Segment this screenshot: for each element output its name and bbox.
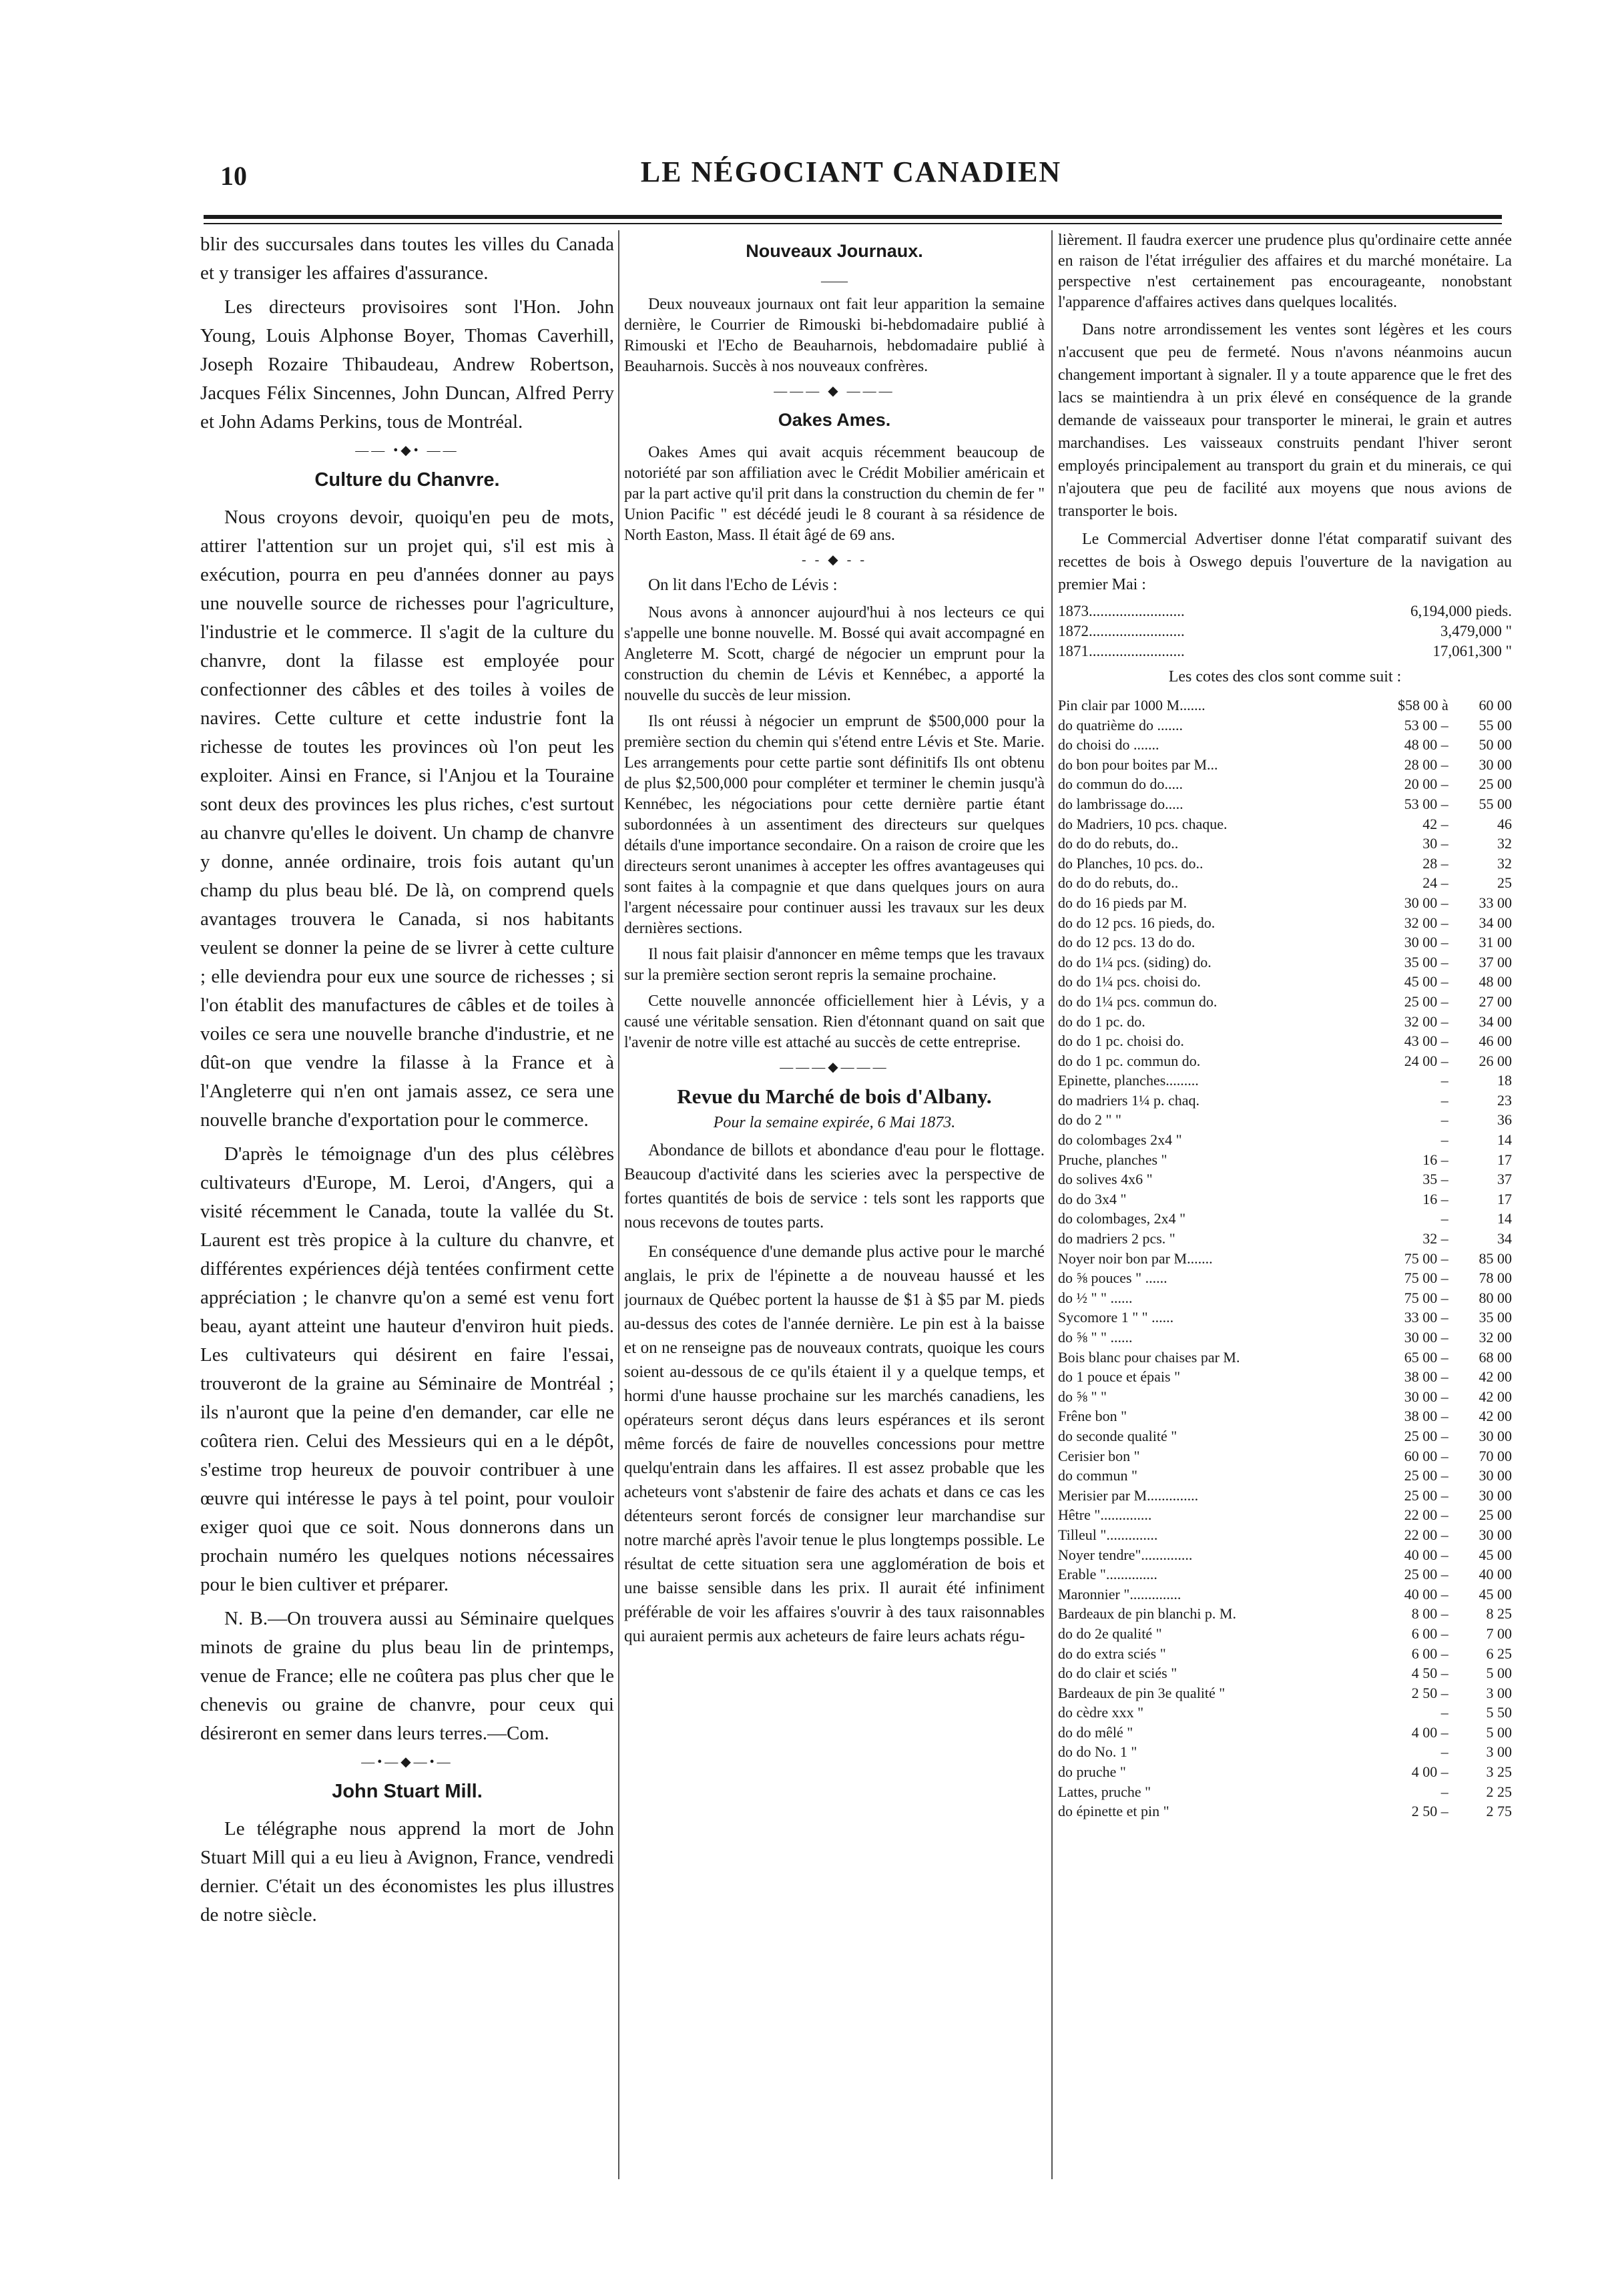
price-low: 30 00 – (1404, 1388, 1448, 1405)
price-item-name: do 1 pouce et épais " (1058, 1368, 1181, 1386)
price-item-name: do commun do do..... (1058, 776, 1183, 793)
price-item-name: do colombages, 2x4 " (1058, 1210, 1186, 1227)
price-low: 45 00 – (1404, 973, 1448, 990)
price-row (1058, 1091, 1512, 1111)
price-high: 46 (1497, 815, 1512, 832)
price-high: 25 00 (1479, 776, 1512, 793)
column-3 (1058, 230, 1512, 2179)
price-item-name: do bon pour boites par M... (1058, 756, 1218, 773)
price-row (1058, 1051, 1512, 1071)
price-high: 30 00 (1479, 1467, 1512, 1484)
price-low: 53 00 – (1404, 795, 1448, 812)
chanvre-heading: Culture du Chanvre. (314, 469, 500, 491)
price-low: – (1440, 1072, 1448, 1089)
ornament-divider: ———◆——— (780, 1060, 889, 1075)
price-low: 28 00 – (1404, 756, 1448, 773)
price-item-name: do do do rebuts, do.. (1058, 835, 1179, 852)
price-item-name: do do No. 1 " (1058, 1743, 1137, 1761)
price-high: 42 00 (1479, 1408, 1512, 1425)
price-high: 17 (1497, 1151, 1512, 1168)
column-1 (200, 230, 614, 2179)
stat-year: 1871......................... (1058, 643, 1185, 659)
price-item-name: Maronnier ".............. (1058, 1585, 1181, 1603)
price-item-name: do do 1 pc. choisi do. (1058, 1033, 1184, 1050)
price-row (1058, 1288, 1512, 1308)
price-row (1058, 1644, 1512, 1664)
price-item-name: Erable ".............. (1058, 1566, 1157, 1583)
price-low: 48 00 – (1404, 736, 1448, 754)
price-high: 17 (1497, 1190, 1512, 1207)
price-low: 25 00 – (1404, 1486, 1448, 1504)
price-row (1058, 893, 1512, 913)
price-low: $58 00 à (1398, 697, 1448, 713)
price-item-name: Merisier par M.............. (1058, 1486, 1199, 1504)
price-low: 43 00 – (1404, 1033, 1448, 1050)
price-row (1058, 1782, 1512, 1802)
price-item-name: do do 1¼ pcs. (siding) do. (1058, 953, 1212, 970)
price-row (1058, 1585, 1512, 1605)
levis-paragraph-1: Nous avons à annoncer aujourd'hui à nos lecteurs ce qui s'appelle une bonne nouvelle. M. Bossé qui avait accompagné en Angleterre M. Scott, chargé de négocier un emprunt pour la construction du chemin de Lévis et Kennébec, a apporté la nouvelle du succès de leur mission. (624, 604, 1045, 704)
price-item-name: do colombages 2x4 " (1058, 1131, 1182, 1149)
price-high: 14 (1497, 1131, 1512, 1149)
short-rule: —— (821, 274, 848, 288)
header-rule-thick (204, 215, 1502, 219)
price-row (1058, 1564, 1512, 1585)
stat-year: 1872......................... (1058, 623, 1185, 639)
price-low: 38 00 – (1404, 1408, 1448, 1425)
price-table (1058, 695, 1512, 1821)
price-row (1058, 1762, 1512, 1782)
price-low: 25 00 – (1404, 1467, 1448, 1484)
price-row (1058, 715, 1512, 736)
price-item-name: Noyer tendre".............. (1058, 1546, 1193, 1563)
price-row (1058, 1663, 1512, 1683)
price-low: 40 00 – (1404, 1546, 1448, 1563)
price-item-name: Cerisier bon " (1058, 1447, 1140, 1464)
price-high: 85 00 (1479, 1249, 1512, 1267)
price-low: – (1440, 1111, 1448, 1129)
price-row (1058, 695, 1512, 715)
price-high: 2 25 (1486, 1783, 1512, 1800)
directeurs-paragraph: Les directeurs provisoires sont l'Hon. John Young, Louis Alphonse Boyer, Thomas Caverhill, Joseph Rozaire Thibaudeau, Andrew Robertson, Jacques Félix Sincennes, John Duncan, Alfred Perry et John Adams Perkins, tous de Montréal. (200, 296, 614, 433)
price-high: 42 00 (1479, 1388, 1512, 1405)
stat-row (1058, 641, 1512, 661)
price-high: 26 00 (1479, 1052, 1512, 1069)
price-high: 40 00 (1479, 1566, 1512, 1583)
price-row (1058, 992, 1512, 1012)
price-high: 5 50 (1486, 1704, 1512, 1721)
price-item-name: do do 1 pc. do. (1058, 1013, 1145, 1030)
arrondissement-paragraph: Dans notre arrondissement les ventes sont légères et les cours n'accusent que peu de fermeté. Nous n'avons néanmoins aucun changement important à signaler. Il y a toute apparence que le fret des lacs se maintiendra à un prix élevé en conséquence de la grande demande de vaisseaux pour transporter le minerai, le grain et autres marchandises. Les vaisseaux construits pendant l'hiver seront employés principalement au transport du grain et du minerais, ce qui n'ajoutera que peu de facilité aux moyens que nous avions de transporter le bois. (1058, 321, 1512, 520)
price-row (1058, 794, 1512, 814)
price-low: 75 00 – (1404, 1269, 1448, 1287)
price-high: 35 00 (1479, 1309, 1512, 1326)
levis-paragraph-2: Ils ont réussi à négocier un emprunt de $500,000 pour la première section du chemin qui s'étend entre Lévis et Ste. Marie. Les arrangements pour cette partie sont définitifs Ils ont obtenu de plus $2,500,000 pour compléter et terminer le chemin jusqu'à Kennébec, les négociations pour cette dernière partie étant subordonnées à un assentiment des directeurs sur quelques détails d'une importance secondaire. On a raison de croire que les directeurs seront unanimes à accepter les offres avantageuses qui sont faites à la compagnie et que dans quelques jours on aura l'argent nécessaire pour continuer aussi les travaux sur les deux dernières sections. (624, 713, 1045, 937)
albany-heading: Revue du Marché de bois d'Albany. (677, 1085, 992, 1108)
price-row (1058, 1426, 1512, 1446)
page-header (200, 155, 1502, 195)
price-row (1058, 1367, 1512, 1387)
price-low: 25 00 – (1404, 992, 1448, 1010)
price-item-name: do do clair et sciés " (1058, 1665, 1177, 1682)
stat-row (1058, 601, 1512, 621)
chanvre-paragraph-2: D'après le témoignage d'un des plus célèbres cultivateurs d'Europe, M. Leroi, d'Angers, qui a visité récemment le Canada, toute la vallée du St. Laurent est très propice à la culture du chanvre, et différentes expériences déjà tentées confirment cette appréciation ; le chanvre qu'on a semé est venu fort beau, ayant atteint une hauteur d'environ huit pieds. Les cultivateurs qui désirent en faire l'essai, trouveront de la graine au Séminaire de Montréal ; ils n'auront que la peine d'en demander, car elle ne coûtera rien. Celui des Messieurs qui en a le dépôt, s'estime trop heureux de pouvoir contribuer à une œuvre qui intéresse le pays à tel point, pour vouloir exiger quoi que ce soit. Nous donnerons dans un prochain numéro les quelques notions nécessaires pour le bien cultiver et préparer. (200, 1143, 614, 1595)
price-high: 2 75 (1486, 1803, 1512, 1820)
price-high: 7 00 (1486, 1625, 1512, 1642)
price-item-name: do cèdre xxx " (1058, 1704, 1144, 1721)
levis-paragraph-4: Cette nouvelle annoncée officiellement hier à Lévis, y a causé une véritable sensation. Rien d'étonnant quand on sait que l'avenir de notre ville est attaché au succès de cette entreprise. (624, 992, 1045, 1051)
price-low: 2 50 – (1411, 1684, 1448, 1701)
price-row (1058, 1406, 1512, 1426)
price-high: 80 00 (1479, 1289, 1512, 1306)
price-item-name: do lambrissage do..... (1058, 795, 1183, 812)
price-high: 30 00 (1479, 756, 1512, 773)
price-low: 28 – (1422, 854, 1448, 872)
price-row (1058, 1505, 1512, 1525)
price-low: 32 – (1422, 1230, 1448, 1247)
price-row (1058, 1249, 1512, 1269)
price-low: 4 00 – (1411, 1723, 1448, 1741)
price-low: – (1440, 1704, 1448, 1721)
price-low: – (1440, 1091, 1448, 1109)
price-low: 30 00 – (1404, 1329, 1448, 1346)
levis-intro: On lit dans l'Echo de Lévis : (648, 576, 838, 594)
price-row (1058, 1723, 1512, 1743)
price-item-name: do do 1¼ pcs. choisi do. (1058, 973, 1201, 990)
price-high: 42 00 (1479, 1368, 1512, 1386)
price-row (1058, 755, 1512, 775)
price-low: 20 00 – (1404, 776, 1448, 793)
cotes-intro: Les cotes des clos sont comme suit : (1168, 668, 1402, 685)
price-item-name: do commun " (1058, 1467, 1137, 1484)
price-item-name: do ⅝ " " (1058, 1388, 1107, 1405)
price-item-name: Bardeaux de pin blanchi p. M. (1058, 1605, 1236, 1623)
price-row (1058, 1150, 1512, 1170)
price-table-body (1058, 695, 1512, 1821)
price-row (1058, 1229, 1512, 1249)
price-row (1058, 1486, 1512, 1506)
advertiser-paragraph: Le Commercial Advertiser donne l'état comparatif suivant des recettes de bois à Oswego depuis l'ouverture de la navigation au premier Mai : (1058, 531, 1512, 593)
price-row (1058, 834, 1512, 854)
price-row (1058, 1801, 1512, 1821)
price-row (1058, 774, 1512, 794)
price-high: 30 00 (1479, 1486, 1512, 1504)
price-item-name: do do 2e qualité " (1058, 1625, 1162, 1642)
mill-paragraph: Le télégraphe nous apprend la mort de John Stuart Mill qui a eu lieu à Avignon, France, vendredi dernier. C'était un des économistes les plus illustres de notre siècle. (200, 1818, 614, 1926)
price-high: 6 25 (1486, 1645, 1512, 1662)
oswego-stats (1058, 601, 1512, 661)
price-item-name: Pruche, planches " (1058, 1151, 1167, 1168)
price-item-name: do do 12 pcs. 13 do do. (1058, 934, 1195, 951)
price-item-name: Bardeaux de pin 3e qualité " (1058, 1684, 1226, 1701)
price-high: 37 00 (1479, 953, 1512, 970)
ornament-divider: ——— ◆ ——— (774, 384, 895, 398)
price-item-name: do solives 4x6 " (1058, 1171, 1153, 1188)
journal-title: LE NÉGOCIANT CANADIEN (640, 156, 1062, 188)
albany-paragraph-2: En conséquence d'une demande plus active pour le marché anglais, le prix de l'épinette a de nouveau haussé et les journaux de Québec portent la hausse de $1 à $5 par M. pieds au-dessus des cotes de l'année dernière. Le pin est à la baisse et on ne renseigne pas de nouveaux contrats, quoique les cours soient au-dessous de ce qu'ils étaient il y a quelque temps, et hormi d'une hausse prochaine sur les marchés canadiens, les opérateurs seront déçus dans leurs espérances et ils seront même forcés de faire de nouvelles concessions pour mettre quelqu'entrain dans les affaires. Il est assez probable que les acheteurs vont s'abstenir de faire des achats et dans ce cas les détenteurs seront forcés de consigner leur marchandise sur notre marché après l'avoir tenue le plus longtemps possible. Le résultat de cette situation sera une agglomération de bois et une baisse sensible dans les prix. Il aurait été infiniment préférable de voir les affaires s'ouvrir à des taux raisonnables qui auraient permis aux acheteurs de faire leurs achats régu- (624, 1243, 1045, 1645)
stat-value: 3,479,000 " (1440, 623, 1512, 639)
price-low: 22 00 – (1404, 1526, 1448, 1543)
price-row (1058, 1545, 1512, 1565)
price-high: 30 00 (1479, 1526, 1512, 1543)
price-high: 78 00 (1479, 1269, 1512, 1287)
price-item-name: Hêtre ".............. (1058, 1506, 1152, 1524)
price-row (1058, 1189, 1512, 1209)
ornament-divider: —•—◆—•— (361, 1755, 453, 1769)
price-item-name: Noyer noir bon par M....... (1058, 1249, 1213, 1267)
price-item-name: do quatrième do ....... (1058, 716, 1183, 734)
price-high: 3 25 (1486, 1763, 1512, 1781)
price-high: 45 00 (1479, 1546, 1512, 1563)
price-row (1058, 1169, 1512, 1189)
price-high: 68 00 (1479, 1348, 1512, 1366)
price-item-name: do pruche " (1058, 1763, 1126, 1781)
price-row (1058, 1703, 1512, 1723)
price-high: 37 (1497, 1171, 1512, 1188)
price-low: 53 00 – (1404, 716, 1448, 734)
price-high: 33 00 (1479, 894, 1512, 911)
price-low: 38 00 – (1404, 1368, 1448, 1386)
price-item-name: do ⅝ " " ...... (1058, 1329, 1133, 1346)
column-divider-2 (1051, 230, 1053, 2179)
price-low: 65 00 – (1404, 1348, 1448, 1366)
price-high: 34 00 (1479, 914, 1512, 931)
price-item-name: do seconde qualité " (1058, 1427, 1177, 1444)
price-low: 6 00 – (1411, 1645, 1448, 1662)
price-item-name: do choisi do ....... (1058, 736, 1159, 754)
price-item-name: do ⅝ pouces " ...... (1058, 1269, 1167, 1287)
price-low: 30 00 – (1404, 934, 1448, 951)
price-row (1058, 1742, 1512, 1762)
column-2 (624, 230, 1045, 2179)
chanvre-paragraph-nb: N. B.—On trouvera aussi au Séminaire quelques minots de graine du plus beau lin de printemps, venue de France; elle ne coûtera pas plus cher que le chenevis ou graine de chanvre, pour ceux qui désireront en semer dans leurs terres.—Com. (200, 1608, 614, 1744)
price-item-name: do do 1 pc. commun do. (1058, 1052, 1201, 1069)
price-item-name: do do 3x4 " (1058, 1190, 1127, 1207)
price-item-name: Tilleul ".............. (1058, 1526, 1158, 1543)
price-high: 48 00 (1479, 973, 1512, 990)
price-item-name: do do 2 " " (1058, 1111, 1121, 1129)
price-high: 32 (1497, 854, 1512, 872)
price-row (1058, 1624, 1512, 1644)
price-row (1058, 1308, 1512, 1328)
price-low: 35 – (1422, 1171, 1448, 1188)
price-row (1058, 913, 1512, 933)
price-low: 16 – (1422, 1151, 1448, 1168)
price-item-name: do Planches, 10 pcs. do.. (1058, 854, 1204, 872)
price-low: 24 – (1422, 874, 1448, 892)
levis-paragraph-3: Il nous fait plaisir d'annoncer en même temps que les travaux sur la première section seront repris la semaine prochaine. (624, 946, 1045, 984)
price-item-name: do do 16 pieds par M. (1058, 894, 1187, 911)
price-item-name: Pin clair par 1000 M....... (1058, 697, 1206, 713)
price-high: 23 (1497, 1091, 1512, 1109)
price-item-name: Sycomore 1 " " ...... (1058, 1309, 1174, 1326)
price-low: – (1440, 1131, 1448, 1149)
price-row (1058, 1110, 1512, 1130)
mill-heading: John Stuart Mill. (332, 1781, 483, 1802)
price-high: 18 (1497, 1072, 1512, 1089)
price-item-name: Frêne bon " (1058, 1408, 1127, 1425)
price-low: 24 00 – (1404, 1052, 1448, 1069)
price-item-name: do Madriers, 10 pcs. chaque. (1058, 815, 1228, 832)
price-row (1058, 1446, 1512, 1466)
price-row (1058, 932, 1512, 952)
oakes-heading: Oakes Ames. (778, 410, 891, 430)
price-high: 25 (1497, 874, 1512, 892)
price-low: 8 00 – (1411, 1605, 1448, 1623)
price-row (1058, 1387, 1512, 1407)
journaux-heading: Nouveaux Journaux. (746, 241, 923, 261)
price-row (1058, 814, 1512, 834)
price-item-name: do do extra sciés " (1058, 1645, 1166, 1662)
ornament-divider: —— •◆• —— (355, 443, 459, 458)
price-row (1058, 1466, 1512, 1486)
price-low: 75 00 – (1404, 1289, 1448, 1306)
price-low: 6 00 – (1411, 1625, 1448, 1642)
price-high: 25 00 (1479, 1506, 1512, 1524)
oakes-paragraph: Oakes Ames qui avait acquis récemment beaucoup de notoriété par son affiliation avec le Crédit Mobilier américain et par la part active qu'il prit dans la construction du chemin de fer " Union Pacific " est décédé jeudi le 8 courant à sa résidence de North Easton, Mass. Il était âgé de 69 ans. (624, 444, 1045, 544)
albany-continued-paragraph: lièrement. Il faudra exercer une prudence plus qu'ordinaire cette année en raison de l'état irrégulier des affaires et du marché monétaire. La perspective n'est certainement pas encourageante, nonobstant l'apparence d'affaires actives dans quelques localités. (1058, 232, 1512, 311)
header-rule-thin (204, 223, 1502, 224)
price-low: 32 00 – (1404, 1013, 1448, 1030)
price-row (1058, 1604, 1512, 1624)
price-item-name: do ½ " " ...... (1058, 1289, 1133, 1306)
price-item-name: Epinette, planches......... (1058, 1072, 1199, 1089)
price-row (1058, 1031, 1512, 1051)
price-high: 34 (1497, 1230, 1512, 1247)
price-row (1058, 735, 1512, 755)
price-row (1058, 1071, 1512, 1091)
price-high: 70 00 (1479, 1447, 1512, 1464)
price-item-name: do do 1¼ pcs. commun do. (1058, 992, 1218, 1010)
price-low: 60 00 – (1404, 1447, 1448, 1464)
price-high: 55 00 (1479, 716, 1512, 734)
price-low: 22 00 – (1404, 1506, 1448, 1524)
price-low: 30 – (1422, 835, 1448, 852)
price-high: 50 00 (1479, 736, 1512, 754)
journaux-paragraph: Deux nouveaux journaux ont fait leur apparition la semaine dernière, le Courrier de Rimouski bi-hebdomadaire publié à Rimouski et l'Echo de Beauharnois, hebdomadaire publié à Beauharnois. Succès à nos nouveaux confrères. (624, 296, 1045, 375)
price-row (1058, 1525, 1512, 1545)
price-item-name: do do mêlé " (1058, 1723, 1133, 1741)
albany-paragraph-1: Abondance de billots et abondance d'eau pour le flottage. Beaucoup d'activité dans les scieries avec la perspective de fortes quantités de bois de service : tels sont les rapports que nous recevons de toutes parts. (624, 1141, 1045, 1231)
price-low: – (1440, 1783, 1448, 1800)
price-item-name: Lattes, pruche " (1058, 1783, 1151, 1800)
price-low: 4 50 – (1411, 1665, 1448, 1682)
price-row (1058, 972, 1512, 992)
stat-row (1058, 621, 1512, 641)
price-row (1058, 1328, 1512, 1348)
price-low: 75 00 – (1404, 1249, 1448, 1267)
chanvre-paragraph-1: Nous croyons devoir, quoiqu'en peu de mots, attirer l'attention sur un projet qui, s'il est mis à exécution, pourra en peu d'années donner au pays une nouvelle source de richesses pour l'agriculture, l'industrie et le commerce. Il s'agit de la culture du chanvre, dont la filasse est employée pour confectionner des câbles et des toiles à voiles de navires. Cette culture et cette industrie font la richesse de toutes les provinces où l'on peut les exploiter. Ainsi en France, si l'Anjou et la Touraine sont deux des provinces les plus riches, c'est surtout au chanvre qu'elles le doivent. Un champ de chanvre y donne, année ordinaire, trois fois autant qu'un champ du plus beau blé. De là, on comprend quels avantages trouvera le Canada, si nos habitants veulent se donner la peine de se livrer à cette culture ; elle deviendra pour eux une source de richesses ; si l'on établit des manufactures de câbles et de toiles à voiles ce sera une nouvelle branche d'industrie, et ne dût-on que vendre la filasse à la France et à l'Angleterre qui n'en ont jamais assez, ce sera une nouvelle branche d'exportation pour le commerce. (200, 507, 614, 1131)
column-divider-1 (618, 230, 619, 2179)
price-high: 32 00 (1479, 1329, 1512, 1346)
price-high: 30 00 (1479, 1427, 1512, 1444)
price-high: 31 00 (1479, 934, 1512, 951)
price-high: 55 00 (1479, 795, 1512, 812)
price-low: 25 00 – (1404, 1427, 1448, 1444)
price-high: 45 00 (1479, 1585, 1512, 1603)
price-item-name: do madriers 2 pcs. " (1058, 1230, 1175, 1247)
price-item-name: do do do rebuts, do.. (1058, 874, 1179, 892)
page-number: 10 (220, 161, 247, 191)
assurance-paragraph: blir des succursales dans toutes les villes du Canada et y transiger les affaires d'assurance. (200, 234, 614, 284)
price-item-name: do épinette et pin " (1058, 1803, 1169, 1820)
price-low: 35 00 – (1404, 953, 1448, 970)
price-low: 33 00 – (1404, 1309, 1448, 1326)
albany-week: Pour la semaine expirée, 6 Mai 1873. (713, 1114, 956, 1131)
price-row (1058, 1348, 1512, 1368)
price-low: 2 50 – (1411, 1803, 1448, 1820)
price-row (1058, 1130, 1512, 1150)
price-row (1058, 1209, 1512, 1229)
price-high: 14 (1497, 1210, 1512, 1227)
price-row (1058, 873, 1512, 893)
price-high: 34 00 (1479, 1013, 1512, 1030)
price-item-name: do do 12 pcs. 16 pieds, do. (1058, 914, 1216, 931)
price-high: 46 00 (1479, 1033, 1512, 1050)
price-low: 4 00 – (1411, 1763, 1448, 1781)
stat-value: 6,194,000 pieds. (1410, 603, 1512, 619)
price-high: 60 00 (1479, 697, 1512, 713)
ornament-divider: - - ◆ - - (801, 553, 868, 567)
price-low: 40 00 – (1404, 1585, 1448, 1603)
price-row (1058, 952, 1512, 972)
price-high: 36 (1497, 1111, 1512, 1129)
price-row (1058, 1683, 1512, 1703)
price-low: – (1440, 1743, 1448, 1761)
price-low: 42 – (1422, 815, 1448, 832)
price-low: 30 00 – (1404, 894, 1448, 911)
price-high: 8 25 (1486, 1605, 1512, 1623)
price-low: 16 – (1422, 1190, 1448, 1207)
price-high: 3 00 (1486, 1684, 1512, 1701)
price-low: 25 00 – (1404, 1566, 1448, 1583)
price-row (1058, 854, 1512, 874)
price-row (1058, 1268, 1512, 1288)
stat-year: 1873......................... (1058, 603, 1185, 619)
stat-value: 17,061,300 " (1432, 643, 1512, 659)
price-item-name: do madriers 1¼ p. chaq. (1058, 1091, 1199, 1109)
price-high: 5 00 (1486, 1665, 1512, 1682)
price-high: 27 00 (1479, 992, 1512, 1010)
price-low: – (1440, 1210, 1448, 1227)
price-row (1058, 1012, 1512, 1032)
price-item-name: Bois blanc pour chaises par M. (1058, 1348, 1240, 1366)
price-high: 3 00 (1486, 1743, 1512, 1761)
price-high: 5 00 (1486, 1723, 1512, 1741)
price-low: 32 00 – (1404, 914, 1448, 931)
price-high: 32 (1497, 835, 1512, 852)
